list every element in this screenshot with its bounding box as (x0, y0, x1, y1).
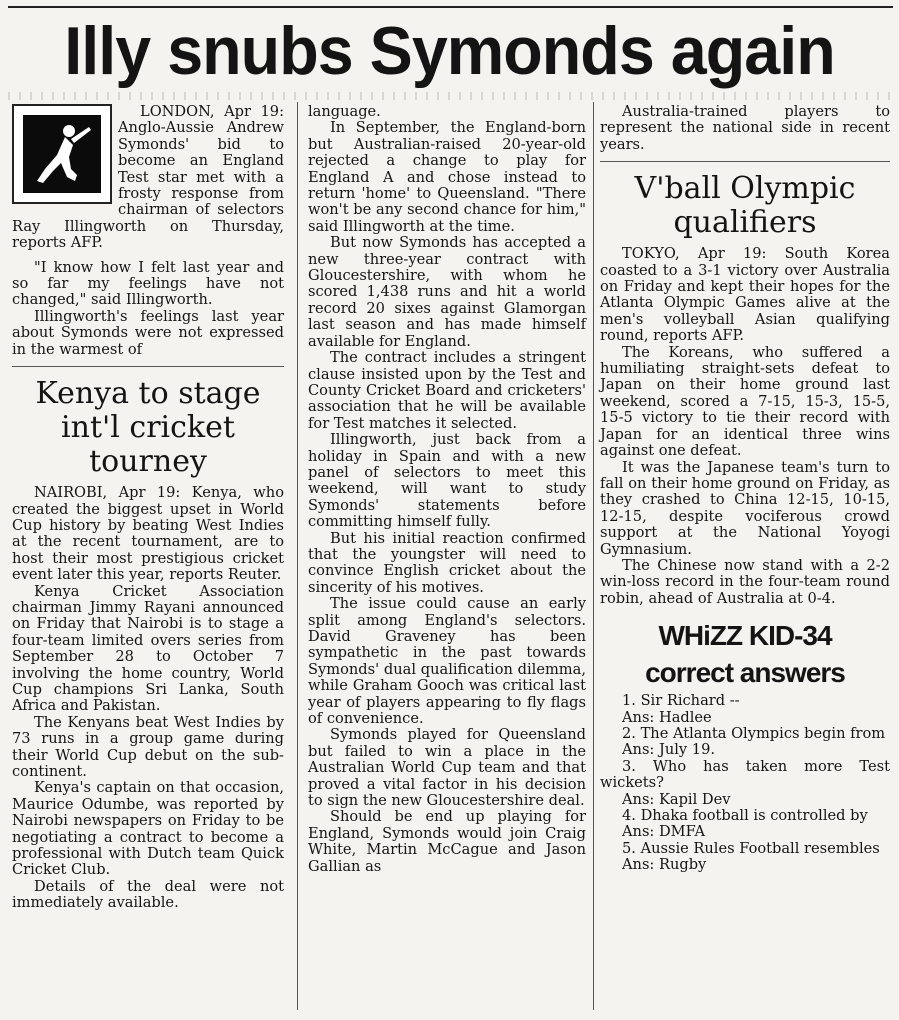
quiz-answer: Ans: Hadlee (622, 708, 712, 726)
column-divider (297, 102, 298, 1010)
story-paragraph: The Koreans, who suffered a humiliating straight-sets defeat to Japan on their home ground last weekend, scored a 7-15, 15-3, 15-5, 15-5 victory to tie their record with Japan for an identical three wins against one defeat. (600, 343, 890, 460)
story-paragraph: But his initial reaction confirmed that the youngster will need to convince English cricket about the sincerity of his motives. (308, 529, 586, 596)
section-rule (12, 366, 284, 367)
story-paragraph: Illingworth, just back from a holiday in Spain and with a new panel of selectors to meet this weekend, will want to study Symonds' statements before committing himself fully. (308, 431, 586, 531)
story-paragraph: Kenya's captain on that occasion, Maurice Odumbe, was reported by Nairobi newspapers on Friday to be negotiating a contract to become a professional with Dutch team Quick Cricket Club. (12, 779, 284, 879)
story-paragraph: It was the Japanese team's turn to fall on their home ground on Friday, as they crashed to China 12-15, 10-15, 12-15, despite vociferous crowd support at the National Yoyogi Gymnasium. (600, 458, 890, 558)
vball-headline: V'ball Olympic qualifiers (634, 171, 856, 241)
story-paragraph: In September, the England-born but Australian-raised 20-year-old rejected a change to play for England A and chose instead to return 'home' to Queensland. "There won't be any second chance for him," said Illingworth at the time. (308, 119, 586, 235)
column-2 (308, 104, 586, 875)
quiz-question: 2. The Atlanta Olympics begin from (622, 724, 886, 742)
quiz-question: 1. Sir Richard -- (622, 692, 740, 710)
story-paragraph: Australia-trained players to represent the national side in recent years. (600, 103, 890, 153)
quiz-answer: Ans: Rugby (622, 856, 707, 874)
story-paragraph: LONDON, Apr 19: Anglo-Aussie Andrew Symonds' bid to become an England Test star met with a frosty response from chairman of selectors Ray Illingworth on Thursday, reports AFP. (12, 103, 284, 252)
quiz-answer: Ans: DMFA (622, 823, 706, 841)
section-rule (600, 161, 890, 162)
story-paragraph: Details of the deal were not immediately available. (12, 877, 284, 912)
whizz-kid-subtitle: correct answers (645, 657, 845, 689)
column-3 (600, 104, 890, 874)
quiz-question: 3. Who has taken more Test wickets? (600, 757, 890, 792)
quiz-answers (600, 693, 890, 873)
story-paragraph: Symonds played for Queensland but failed to win a place in the Australian World Cup team and that proved a vital factor in his decision to sign the new Gloucestershire deal. (308, 726, 586, 810)
quiz-question: 4. Dhaka football is controlled by (622, 807, 868, 824)
story-paragraph: "I know how I felt last year and so far my feelings have not changed," said Illingworth. (12, 258, 284, 309)
story-paragraph: The Kenyans beat West Indies by 73 runs in a group game during their World Cup debut on the sub-continent. (12, 713, 284, 780)
kenya-headline: Kenya to stage int'l cricket tourney (35, 376, 261, 480)
column-1 (12, 104, 284, 912)
story-paragraph: The issue could cause an early split among England's selectors. David Graveney has been sympathetic in the past towards Symonds' dual qualification dilemma, while Graham Gooch was critical last year of players appearing to fly flags of convenience. (308, 595, 586, 728)
column-divider (593, 102, 594, 1010)
story-paragraph: But now Symonds has accepted a new three-year contract with Gloucestershire, with whom he scored 1,438 runs and hit a world record 20 sixes against Glamorgan last season and has made himself available for England. (308, 234, 586, 350)
story-paragraph: Illingworth's feelings last year about Symonds were not expressed in the warmest of (12, 307, 284, 358)
story-paragraph: The Chinese now stand with a 2-2 win-loss record in the four-team round robin, ahead of Australia at 0-4. (600, 556, 890, 607)
story-paragraph: Should be end up playing for England, Symonds would join Craig White, Martin McCague and Jason Gallian as (308, 808, 586, 875)
story-paragraph: TOKYO, Apr 19: South Korea coasted to a 3-1 victory over Australia on Friday and kept their hopes for the Atlanta Olympic Games alive at the men's volleyball Asian qualifying round, reports AFP. (600, 245, 890, 345)
quiz-answer: Ans: Kapil Dev (622, 790, 731, 808)
story-paragraph: Kenya Cricket Association chairman Jimmy Rayani announced on Friday that Nairobi is to stage a four-team limited overs series from September 28 to October 7 involving the home country, World Cup champions Sri Lanka, South Africa and Pakistan. (12, 582, 284, 715)
story-paragraph: language. (308, 103, 381, 120)
quiz-answer: Ans: July 19. (622, 741, 715, 759)
story-paragraph: NAIROBI, Apr 19: Kenya, who created the biggest upset in World Cup history by beating West Indies at the recent tournament, are to host their most prestigious cricket event later this year, reports Reuter. (12, 484, 284, 584)
print-speckle (8, 92, 893, 100)
sport-logo (12, 104, 112, 204)
cricket-batsman-icon (27, 119, 97, 189)
main-headline: Illy snubs Symonds again (64, 13, 835, 89)
story-paragraph: The contract includes a stringent clause insisted upon by the Test and County Cricket Board and cricketers' association that he will be available for Test matches it selected. (308, 349, 586, 432)
quiz-question: 5. Aussie Rules Football resembles (622, 839, 880, 857)
whizz-kid-title: WHiZZ KID-34 (658, 620, 832, 652)
top-rule (8, 6, 893, 8)
